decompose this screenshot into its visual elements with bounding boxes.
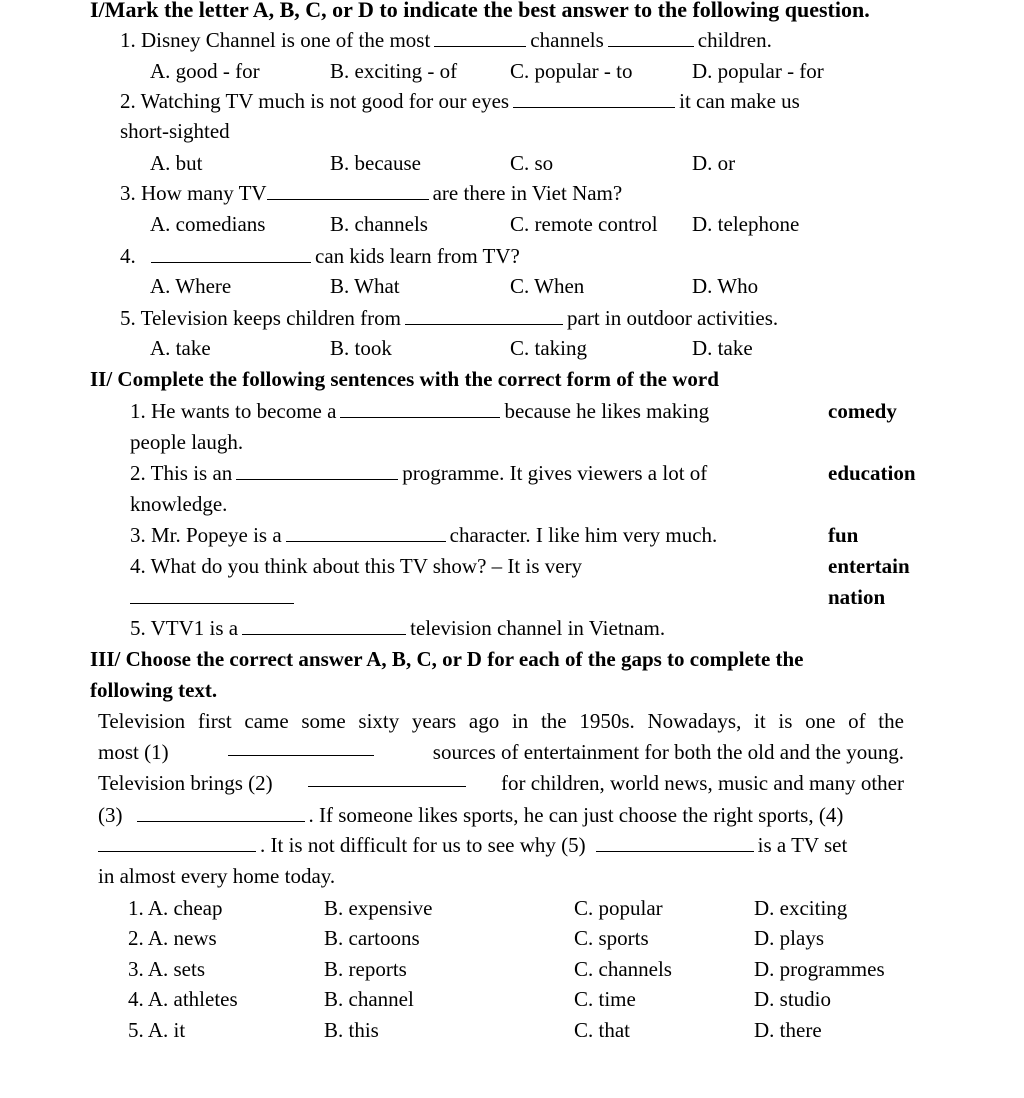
s3-q3-option-b[interactable]: B. reports [324, 957, 407, 981]
s2-q2-continuation: knowledge. [130, 492, 228, 516]
s3-q5-option-d[interactable]: D. there [754, 1018, 822, 1042]
passage-line-2: most (1) sources of entertainment for both the old and the young. [98, 737, 904, 768]
s1-q5-option-b[interactable]: B. took [330, 336, 392, 360]
s1-q1-option-b[interactable]: B. exciting - of [330, 59, 458, 83]
s1-q2-option-d[interactable]: D. or [692, 151, 736, 175]
s3-q1-option-c[interactable]: C. popular [574, 896, 663, 920]
passage-word: is [778, 709, 793, 733]
s2-q1-root-word: comedy [828, 399, 897, 423]
passage-word: one [805, 709, 836, 733]
passage-word: in [511, 709, 529, 733]
gap-3[interactable] [137, 803, 305, 822]
answer-blank[interactable] [242, 616, 406, 635]
passage-word: the [540, 709, 567, 733]
s1-question-4: 4. can kids learn from TV? [120, 244, 520, 268]
s1-q2-continuation: short-sighted [120, 119, 230, 143]
s1-q2-option-a[interactable]: A. but [150, 151, 203, 175]
passage-word: Television [98, 709, 186, 733]
s1-question-2: 2. Watching TV much is not good for our eyes it can make us [120, 89, 800, 113]
s3-q5-option-a[interactable]: 5. A. it [128, 1018, 186, 1042]
s3-q1-option-b[interactable]: B. expensive [324, 896, 433, 920]
gap-2[interactable] [308, 768, 466, 787]
answer-blank[interactable] [340, 399, 500, 418]
s1-q3-option-c[interactable]: C. remote control [510, 212, 658, 236]
answer-blank[interactable] [130, 585, 294, 604]
s2-q2-root-word: education [828, 461, 916, 485]
section-3-heading: III/ Choose the correct answer A, B, C, or D for each of the gaps to complete the [90, 647, 804, 671]
s3-q2-option-a[interactable]: 2. A. news [128, 926, 217, 950]
s3-q5-option-c[interactable]: C. that [574, 1018, 630, 1042]
s3-q4-option-a[interactable]: 4. A. athletes [128, 987, 238, 1011]
gap-1[interactable] [228, 737, 374, 756]
passage-word: came [244, 709, 289, 733]
s3-q2-option-d[interactable]: D. plays [754, 926, 824, 950]
passage-word: ago [468, 709, 500, 733]
s2-q3-root-word: fun [828, 523, 859, 547]
s3-q4-option-c[interactable]: C. time [574, 987, 636, 1011]
s2-q1-continuation: people laugh. [130, 430, 244, 454]
s1-q2-option-b[interactable]: B. because [330, 151, 421, 175]
passage-word: first [197, 709, 232, 733]
answer-blank[interactable] [236, 461, 398, 480]
s2-question-4: 4. What do you think about this TV show? – It is very [130, 554, 583, 578]
answer-blank[interactable] [405, 306, 563, 325]
s1-q3-option-b[interactable]: B. channels [330, 212, 428, 236]
s3-q2-option-c[interactable]: C. sports [574, 926, 649, 950]
passage-word: 1950s. [579, 709, 635, 733]
passage-line-4: (3) . If someone likes sports, he can just choose the right sports, (4) [98, 803, 844, 827]
s2-question-2: 2. This is an programme. It gives viewers a lot of [130, 461, 708, 485]
passage-word: years [411, 709, 457, 733]
s1-q5-option-d[interactable]: D. take [692, 336, 753, 360]
s2-question-1: 1. He wants to become a because he likes making [130, 399, 710, 423]
passage-line-1 [98, 706, 904, 737]
answer-blank[interactable] [267, 181, 429, 200]
passage-line-5: . It is not difficult for us to see why (5) is a TV set [98, 830, 847, 861]
passage-word: Nowadays, [647, 709, 742, 733]
s1-q4-option-d[interactable]: D. Who [692, 274, 759, 298]
s1-q5-option-c[interactable]: C. taking [510, 336, 587, 360]
s3-q4-option-d[interactable]: D. studio [754, 987, 832, 1011]
s1-q4-option-a[interactable]: A. Where [150, 274, 232, 298]
s3-q1-option-a[interactable]: 1. A. cheap [128, 896, 223, 920]
s3-q3-option-d[interactable]: D. programmes [754, 957, 885, 981]
s1-q1-option-d[interactable]: D. popular - for [692, 59, 824, 83]
answer-blank[interactable] [286, 523, 446, 542]
s1-q3-option-a[interactable]: A. comedians [150, 212, 266, 236]
s1-q1-option-a[interactable]: A. good - for [150, 59, 260, 83]
s2-q4-root-word: entertain [828, 554, 910, 578]
answer-blank[interactable] [513, 89, 675, 108]
s1-question-3: 3. How many TV are there in Viet Nam? [120, 181, 623, 205]
section-2-heading: II/ Complete the following sentences with the correct form of the word [90, 367, 719, 391]
answer-blank[interactable] [434, 28, 526, 47]
passage-word: it [754, 709, 766, 733]
section-1-heading: I/Mark the letter A, B, C, or D to indicate the best answer to the following question. [90, 0, 870, 22]
section-3-heading-cont: following text. [90, 678, 218, 702]
passage-word: some [301, 709, 346, 733]
s2-q4-root-word-cont: nation [828, 585, 886, 609]
gap-4[interactable] [98, 833, 256, 852]
s3-q2-option-b[interactable]: B. cartoons [324, 926, 420, 950]
passage-word: sixty [358, 709, 400, 733]
passage-line-6: in almost every home today. [98, 864, 336, 888]
s1-q2-option-c[interactable]: C. so [510, 151, 554, 175]
answer-blank[interactable] [608, 28, 694, 47]
s3-q5-option-b[interactable]: B. this [324, 1018, 379, 1042]
gap-5[interactable] [596, 833, 754, 852]
s1-q1-option-c[interactable]: C. popular - to [510, 59, 633, 83]
s2-q4-blank-line [130, 582, 298, 613]
passage-line-3: Television brings (2) for children, world news, music and many other [98, 768, 904, 799]
answer-blank[interactable] [151, 244, 311, 263]
s2-question-5: 5. VTV1 is a television channel in Vietnam. [130, 616, 666, 640]
passage-word: the [878, 709, 904, 733]
s1-q5-option-a[interactable]: A. take [150, 336, 211, 360]
s3-q3-option-a[interactable]: 3. A. sets [128, 957, 206, 981]
s2-question-3: 3. Mr. Popeye is a character. I like him very much. [130, 523, 718, 547]
s3-q4-option-b[interactable]: B. channel [324, 987, 414, 1011]
s1-question-1: 1. Disney Channel is one of the most channels children. [120, 28, 772, 52]
s1-question-5: 5. Television keeps children from part in outdoor activities. [120, 306, 779, 330]
s1-q4-option-c[interactable]: C. When [510, 274, 585, 298]
s3-q1-option-d[interactable]: D. exciting [754, 896, 848, 920]
s1-q4-option-b[interactable]: B. What [330, 274, 400, 298]
passage-word: of [848, 709, 866, 733]
s3-q3-option-c[interactable]: C. channels [574, 957, 672, 981]
s1-q3-option-d[interactable]: D. telephone [692, 212, 800, 236]
